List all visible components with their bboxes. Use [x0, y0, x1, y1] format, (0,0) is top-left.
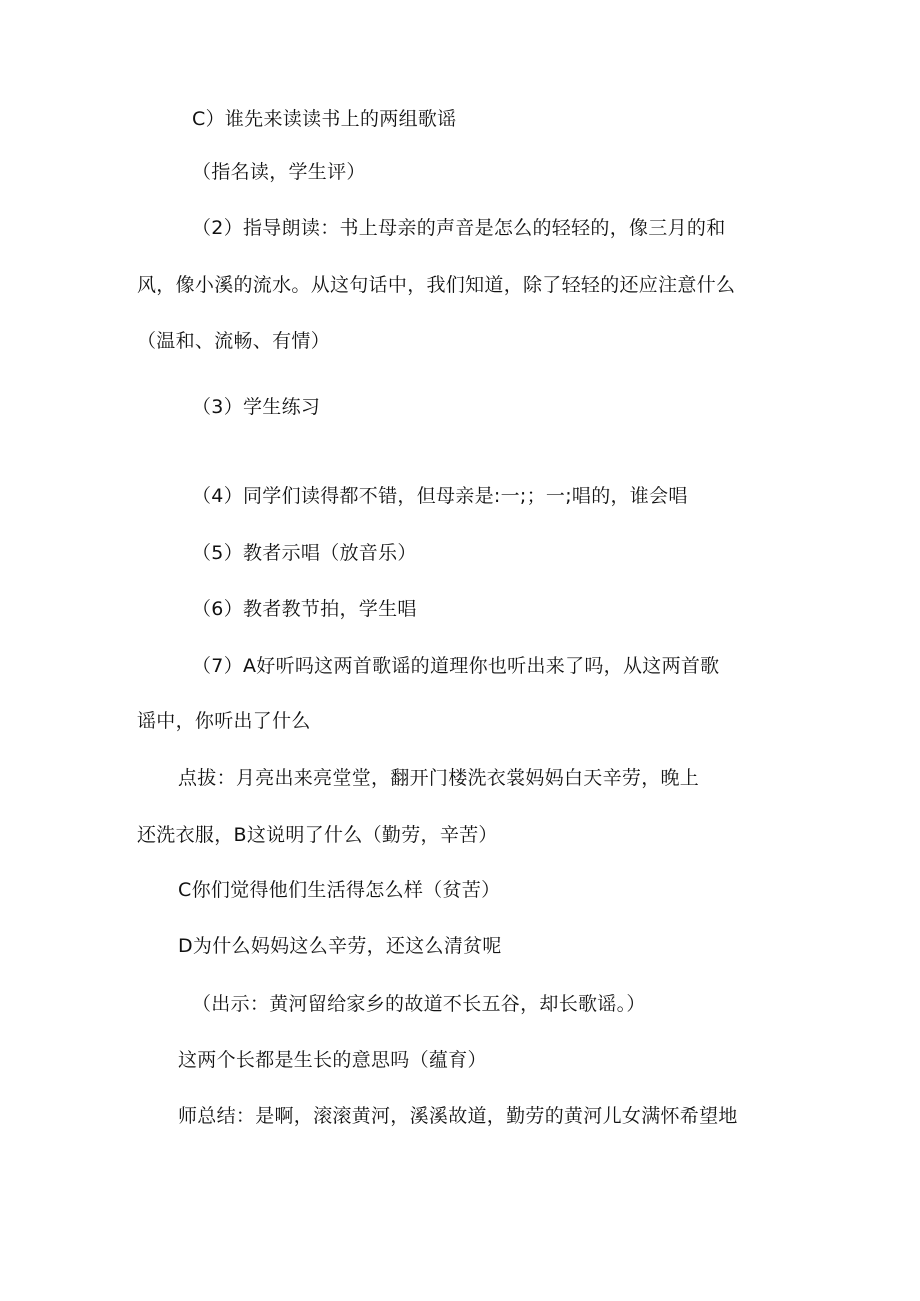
text-line-15: D为什么妈妈这么辛劳，还这么清贫呢 [178, 935, 502, 957]
text-line-11: 谣中，你听出了什么 [137, 710, 311, 732]
text-line-12: 点拔：月亮出来亮堂堂，翻开门楼洗衣裳妈妈白天辛劳，晚上 [178, 767, 700, 789]
text-line-6: （3）学生练习 [192, 396, 321, 418]
text-line-16: （出示：黄河留给家乡的故道不长五谷，却长歌谣。） [192, 993, 646, 1015]
text-line-5: （温和、流畅、有情） [137, 330, 331, 352]
text-line-4: 风，像小溪的流水。从这句话中，我们知道，除了轻轻的还应注意什么 [137, 274, 736, 296]
text-line-9: （6）教者教节拍，学生唱 [192, 598, 417, 620]
text-line-7: （4）同学们读得都不错，但母亲是:一;；一;唱的，谁会唱 [192, 485, 688, 507]
text-line-1: C）谁先来读读书上的两组歌谣 [192, 108, 457, 130]
text-line-18: 师总结：是啊，滚滚黄河，溪溪故道，勤劳的黄河儿女满怀希望地 [178, 1105, 738, 1127]
text-line-13: 还洗衣服，B这说明了什么（勤劳，辛苦） [137, 824, 498, 846]
text-line-8: （5）教者示唱（放音乐） [192, 542, 417, 564]
text-line-10: （7）A好听吗这两首歌谣的道理你也听出来了吗，从这两首歌 [192, 655, 720, 677]
text-line-2: （指名读，学生评） [192, 161, 366, 183]
text-line-17: 这两个长都是生长的意思吗（蕴育） [178, 1049, 487, 1071]
text-line-3: （2）指导朗读：书上母亲的声音是怎么的轻轻的，像三月的和 [192, 217, 726, 239]
text-line-14: C你们觉得他们生活得怎么样（贫苦） [178, 879, 501, 901]
